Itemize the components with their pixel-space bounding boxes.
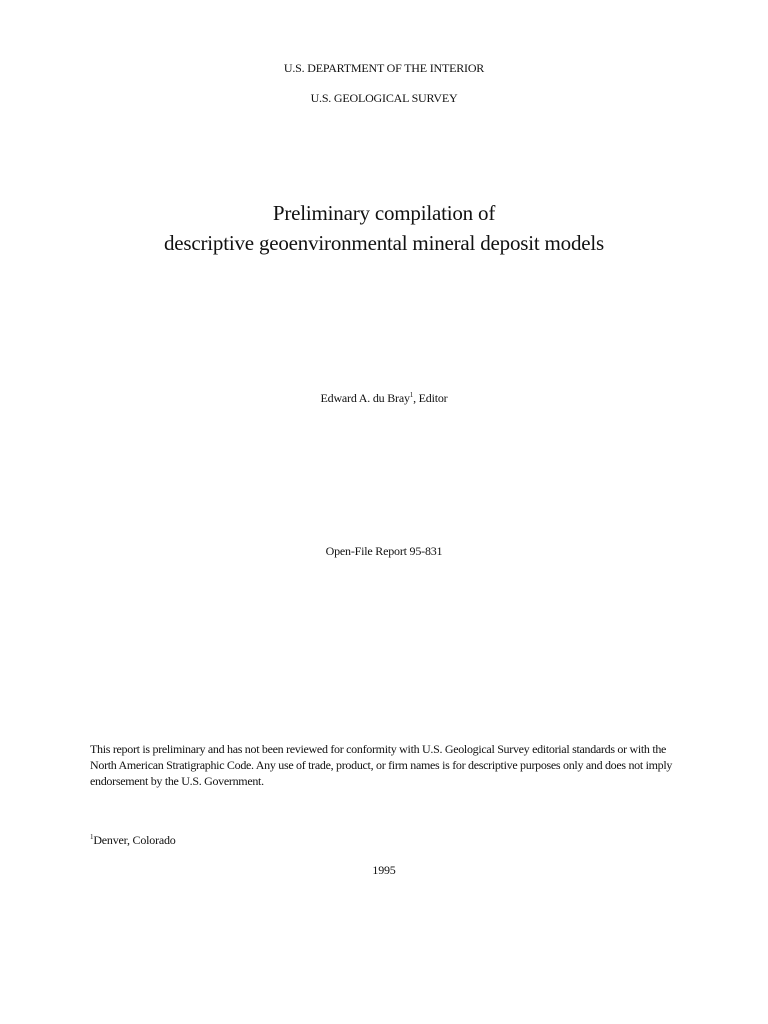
- report-number: Open-File Report 95-831: [325, 544, 443, 558]
- editor-role: , Editor: [413, 391, 448, 405]
- disclaimer-paragraph: This report is preliminary and has not been reviewed for conformity with U.S. Geological Survey editorial standards or with the North American Stratigraphic Code. Any use of trade, product, or firm names is for descriptive purposes only and does not imply endorsement by the U.S. Government.: [90, 742, 673, 788]
- editor-credit: [0, 391, 768, 406]
- affiliation-footnote-mark: 1: [90, 833, 94, 841]
- report-title-line-2: descriptive geoenvironmental mineral deposit models: [163, 231, 604, 255]
- affiliation-location: Denver, Colorado: [93, 833, 176, 847]
- affiliation-footnote: [90, 833, 176, 848]
- department-heading: U.S. DEPARTMENT OF THE INTERIOR: [283, 61, 485, 75]
- agency-heading: U.S. GEOLOGICAL SURVEY: [310, 91, 458, 105]
- editor-name: Edward A. du Bray: [320, 391, 410, 405]
- editor-footnote-mark: 1: [409, 391, 414, 399]
- report-title-line-1: Preliminary compilation of: [272, 201, 496, 225]
- publication-year: 1995: [372, 863, 396, 877]
